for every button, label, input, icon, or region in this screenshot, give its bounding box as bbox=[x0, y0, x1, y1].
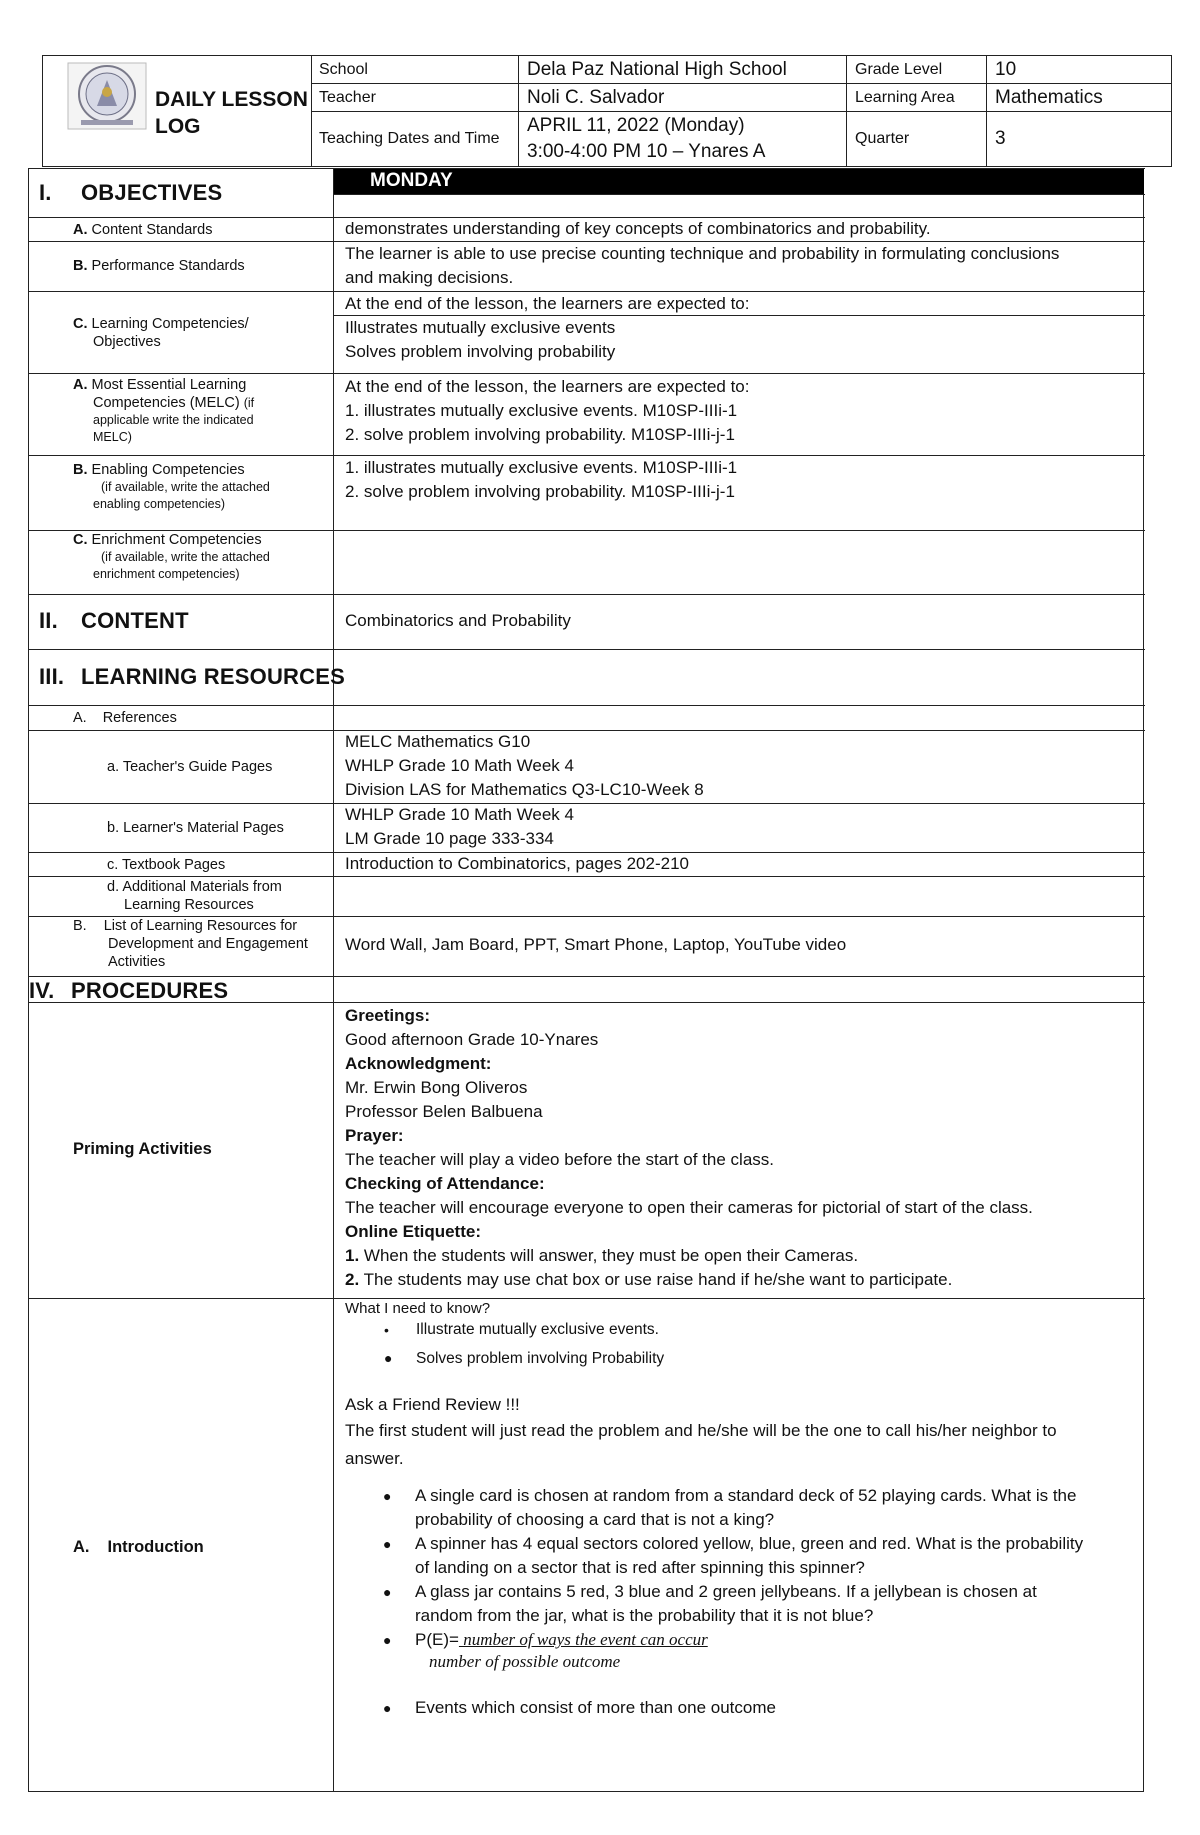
section-procedures: IV. PROCEDURES bbox=[29, 978, 229, 1003]
learning-area-value: Mathematics bbox=[987, 84, 1171, 112]
priming-activities-label: Priming Activities bbox=[73, 1140, 212, 1158]
content-standards-label: A. Content Standards bbox=[73, 222, 213, 238]
grade-level-label: Grade Level bbox=[847, 56, 987, 84]
teachers-guide-label: a. Teacher's Guide Pages bbox=[107, 759, 273, 775]
priming-activities-text: Greetings: Good afternoon Grade 10-Ynares Acknowledgment: Mr. Erwin Bong Oliveros Professor Belen Balbuena Prayer: The teacher will play a video before the start of the class. Checking of Attendance: The teacher will encourage everyone to open their cameras for pictorial of start of the class. Online Etiquette: 1. When the students will answer, they must be open their Cameras. 2. The students may use chat box or use raise hand if he/she want to participate. bbox=[345, 1006, 1033, 1289]
enabling-competencies-text: 1. illustrates mutually exclusive events. M10SP-IIIi-1 2. solve problem involving probability. M10SP-IIIi-j-1 bbox=[345, 458, 738, 501]
what-i-need-to-know-heading: What I need to know? bbox=[345, 1300, 491, 1317]
lesson-table bbox=[28, 168, 1144, 1792]
deped-seal-icon bbox=[67, 62, 147, 130]
resources-list-text: Word Wall, Jam Board, PPT, Smart Phone, Laptop, YouTube video bbox=[345, 935, 847, 954]
teacher-label: Teacher bbox=[311, 84, 519, 112]
bullet-icon: • bbox=[384, 1322, 389, 1338]
section-objectives: I. OBJECTIVES bbox=[39, 180, 223, 205]
quarter-label: Quarter bbox=[847, 112, 987, 166]
introduction-label: A. Introduction bbox=[73, 1538, 204, 1556]
textbook-pages-text: Introduction to Combinatorics, pages 202-210 bbox=[345, 854, 689, 873]
melc-text: At the end of the lesson, the learners are expected to: 1. illustrates mutually exclusive events. M10SP-IIIi-1 2. solve problem involving probability. M10SP-IIIi-j-1 bbox=[345, 377, 750, 444]
learning-area-label: Learning Area bbox=[847, 84, 987, 112]
review-instructions: The first student will just read the problem and he/she will be the one to call his/her neighbor to answer. bbox=[345, 1421, 1057, 1468]
header-table bbox=[42, 55, 1172, 167]
column-divider bbox=[333, 168, 334, 1792]
bullet-icon: ● bbox=[383, 1584, 392, 1600]
review-heading: Ask a Friend Review !!! bbox=[345, 1395, 520, 1414]
content-text: Combinatorics and Probability bbox=[345, 611, 571, 630]
content-standards-text: demonstrates understanding of key concepts of combinatorics and probability. bbox=[345, 219, 931, 238]
teaching-dates-value: APRIL 11, 2022 (Monday) 3:00-4:00 PM 10 – Ynares A bbox=[519, 112, 847, 166]
bullet-icon: ● bbox=[383, 1536, 392, 1552]
performance-standards-text: The learner is able to use precise counting technique and probability in formulating conclusions and making decisions. bbox=[345, 244, 1060, 287]
resources-list-label: B. List of Learning Resources for Development and Engagement Activities bbox=[73, 918, 308, 970]
question-1: A single card is chosen at random from a standard deck of 52 playing cards. What is the probability of choosing a card that is not a king? bbox=[415, 1486, 1077, 1529]
melc-label: A. Most Essential Learning Competencies (MELC) (if applicable write the indicated MELC) bbox=[73, 377, 255, 444]
grade-level-value: 10 bbox=[987, 56, 1171, 84]
teacher-value: Noli C. Salvador bbox=[519, 84, 847, 112]
textbook-pages-label: c. Textbook Pages bbox=[107, 857, 226, 873]
question-2: A spinner has 4 equal sectors colored yellow, blue, green and red. What is the probability of landing on a sector that is red after spinning this spinner? bbox=[415, 1534, 1084, 1577]
question-3: A glass jar contains 5 red, 3 blue and 2 green jellybeans. If a jellybean is chosen at random from the jar, what is the probability that it is not blue? bbox=[415, 1582, 1037, 1625]
learning-competencies-intro: At the end of the lesson, the learners are expected to: bbox=[345, 294, 750, 313]
teachers-guide-items: MELC Mathematics G10 WHLP Grade 10 Math Week 4 Division LAS for Mathematics Q3-LC10-Week 8 bbox=[345, 732, 704, 799]
bullet-icon: ● bbox=[383, 1488, 392, 1504]
teaching-dates-label: Teaching Dates and Time bbox=[311, 112, 519, 166]
document-title: DAILY LESSON LOG bbox=[155, 88, 308, 138]
probability-formula: P(E)= number of ways the event can occur bbox=[415, 1630, 708, 1649]
learning-competencies-label: C. Learning Competencies/ Objectives bbox=[73, 316, 249, 350]
learners-material-items: WHLP Grade 10 Math Week 4 LM Grade 10 page 333-334 bbox=[345, 805, 574, 848]
references-label: A. References bbox=[73, 710, 177, 726]
enrichment-competencies-label: C. Enrichment Competencies (if available, write the attached enrichment competencies) bbox=[73, 532, 270, 581]
quarter-value: 3 bbox=[995, 128, 1006, 149]
school-label: School bbox=[311, 56, 519, 84]
logo-cell bbox=[43, 56, 312, 166]
events-definition: Events which consist of more than one outcome bbox=[415, 1698, 776, 1717]
bullet-icon: ● bbox=[383, 1700, 392, 1716]
additional-materials-label: d. Additional Materials from Learning Resources bbox=[107, 879, 282, 913]
need-item-1: Illustrate mutually exclusive events. bbox=[416, 1321, 659, 1338]
section-content: II. CONTENT bbox=[39, 608, 189, 633]
day-header: MONDAY bbox=[334, 168, 1144, 194]
learners-material-label: b. Learner's Material Pages bbox=[107, 820, 284, 836]
school-value: Dela Paz National High School bbox=[519, 56, 847, 84]
section-learning-resources: III. LEARNING RESOURCES bbox=[39, 664, 345, 689]
performance-standards-label: B. Performance Standards bbox=[73, 258, 245, 274]
need-item-2: Solves problem involving Probability bbox=[416, 1350, 665, 1367]
probability-formula-denominator: number of possible outcome bbox=[429, 1652, 621, 1671]
learning-competencies-items: Illustrates mutually exclusive events Solves problem involving probability bbox=[345, 318, 616, 361]
enabling-competencies-label: B. Enabling Competencies (if available, write the attached enabling competencies) bbox=[73, 462, 270, 511]
bullet-icon: ● bbox=[383, 1632, 392, 1648]
bullet-icon: ● bbox=[384, 1350, 393, 1366]
